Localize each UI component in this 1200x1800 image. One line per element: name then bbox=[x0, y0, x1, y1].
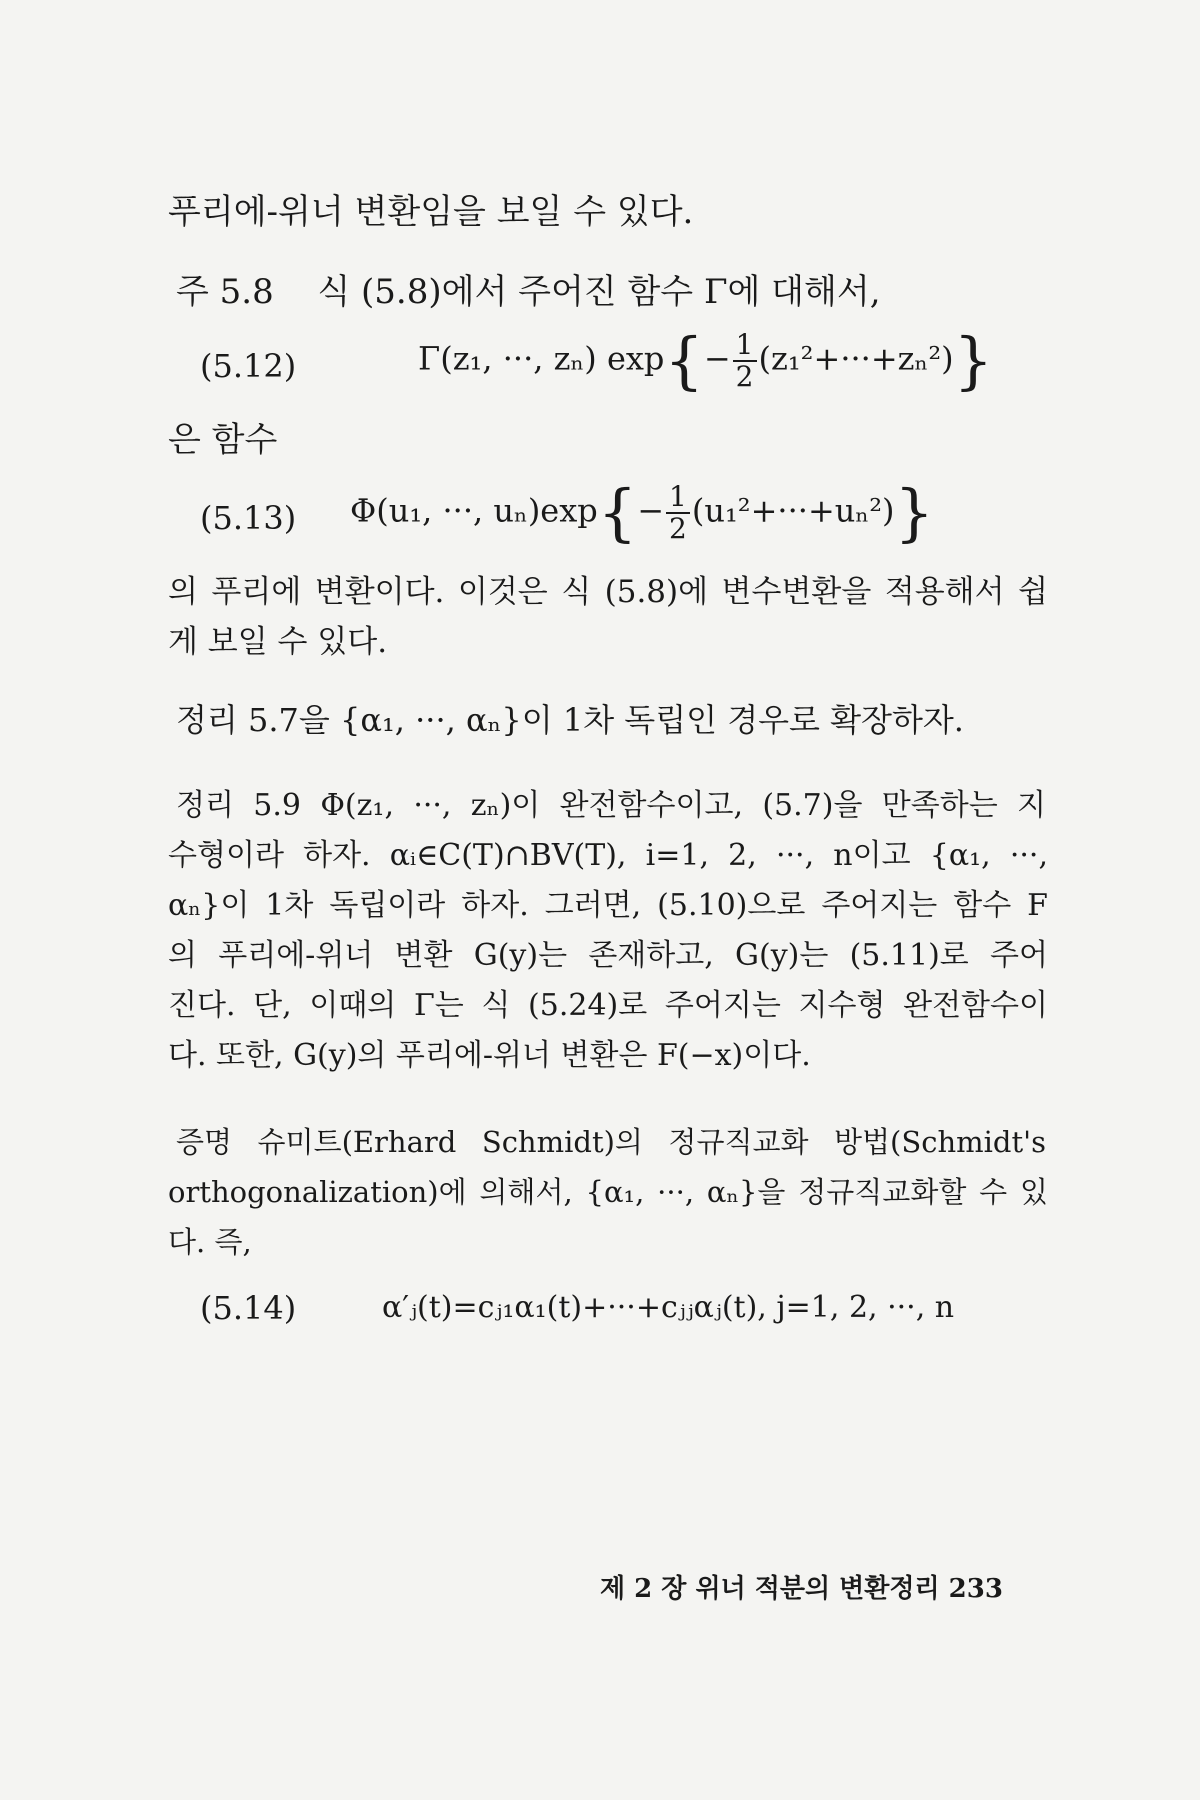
theorem-line-4: 의 푸리에-위너 변환 G(y)는 존재하고, G(y)는 (5.11)로 주어 bbox=[168, 938, 1048, 973]
fraction-denominator: 2 bbox=[735, 360, 754, 393]
fraction-numerator: 1 bbox=[733, 330, 757, 362]
eq-5-12-prefix: Γ(z₁, ···, zₙ) exp bbox=[418, 339, 665, 378]
theorem-line-2: 수형이라 하자. αᵢ∈C(T)∩BV(T), i=1, 2, ···, n이고 {α₁, ···, bbox=[168, 838, 1048, 873]
eq-5-13-prefix: Φ(u₁, ···, uₙ)exp bbox=[350, 491, 598, 530]
eq-5-13-sum: (u₁²+···+uₙ²) bbox=[691, 491, 895, 530]
equation-5-13 bbox=[350, 476, 934, 549]
brace-close: } bbox=[953, 324, 994, 397]
theorem-line-6: 다. 또한, G(y)의 푸리에-위너 변환은 F(−x)이다. bbox=[168, 1038, 811, 1073]
equation-number-5-12: (5.12) bbox=[200, 347, 297, 385]
theorem-line-5: 진다. 단, 이때의 Γ는 식 (5.24)로 주어지는 지수형 완전함수이 bbox=[168, 988, 1048, 1023]
proof-line-3: 다. 즉, bbox=[168, 1225, 252, 1259]
note-heading bbox=[176, 272, 1056, 312]
fraction-denominator: 2 bbox=[669, 512, 687, 545]
text-line-1: 푸리에-위너 변환임을 보일 수 있다. bbox=[168, 192, 694, 232]
brace-close: } bbox=[894, 476, 934, 549]
note-text: 식 (5.8)에서 주어진 함수 Γ에 대해서, bbox=[317, 272, 881, 312]
brace-open: { bbox=[597, 476, 638, 549]
equation-number-5-14: (5.14) bbox=[200, 1289, 297, 1327]
minus-sign: − bbox=[703, 339, 731, 378]
proof-line-2: orthogonalization)에 의해서, {α₁, ···, αₙ}을 정규직교화할 수 있 bbox=[168, 1175, 1048, 1209]
equation-5-12 bbox=[418, 324, 994, 397]
text-line-fourier-1: 의 푸리에 변환이다. 이것은 식 (5.8)에 변수변환을 적용해서 쉽 bbox=[168, 574, 1048, 610]
brace-open: { bbox=[664, 324, 704, 397]
fraction-one-half bbox=[733, 330, 757, 392]
minus-sign: − bbox=[637, 491, 665, 530]
fraction-numerator: 1 bbox=[666, 482, 690, 514]
text-line-fourier-2: 게 보일 수 있다. bbox=[168, 624, 388, 660]
running-footer: 제 2 장 위너 적분의 변환정리 233 bbox=[600, 1574, 1003, 1604]
note-label: 주 5.8 bbox=[176, 272, 274, 312]
eq-5-12-sum: (z₁²+···+zₙ²) bbox=[758, 339, 954, 378]
proof-line-1: 증명 슈미트(Erhard Schmidt)의 정규직교화 방법(Schmidt's bbox=[176, 1125, 1046, 1159]
theorem-line-3: αₙ}이 1차 독립이라 하자. 그러면, (5.10)으로 주어지는 함수 F bbox=[168, 888, 1048, 923]
equation-5-14: α′ⱼ(t)=cⱼ₁α₁(t)+···+cⱼⱼαⱼ(t), j=1, 2, ···, n bbox=[382, 1290, 955, 1325]
text-line-extend: 정리 5.7을 {α₁, ···, αₙ}이 1차 독립인 경우로 확장하자. bbox=[176, 701, 964, 739]
theorem-line-1: 정리 5.9 Φ(z₁, ···, zₙ)이 완전함수이고, (5.7)을 만족하는 지 bbox=[176, 788, 1046, 823]
fraction-one-half bbox=[666, 482, 690, 544]
text-line-eun: 은 함수 bbox=[168, 420, 278, 460]
equation-number-5-13: (5.13) bbox=[200, 499, 297, 537]
